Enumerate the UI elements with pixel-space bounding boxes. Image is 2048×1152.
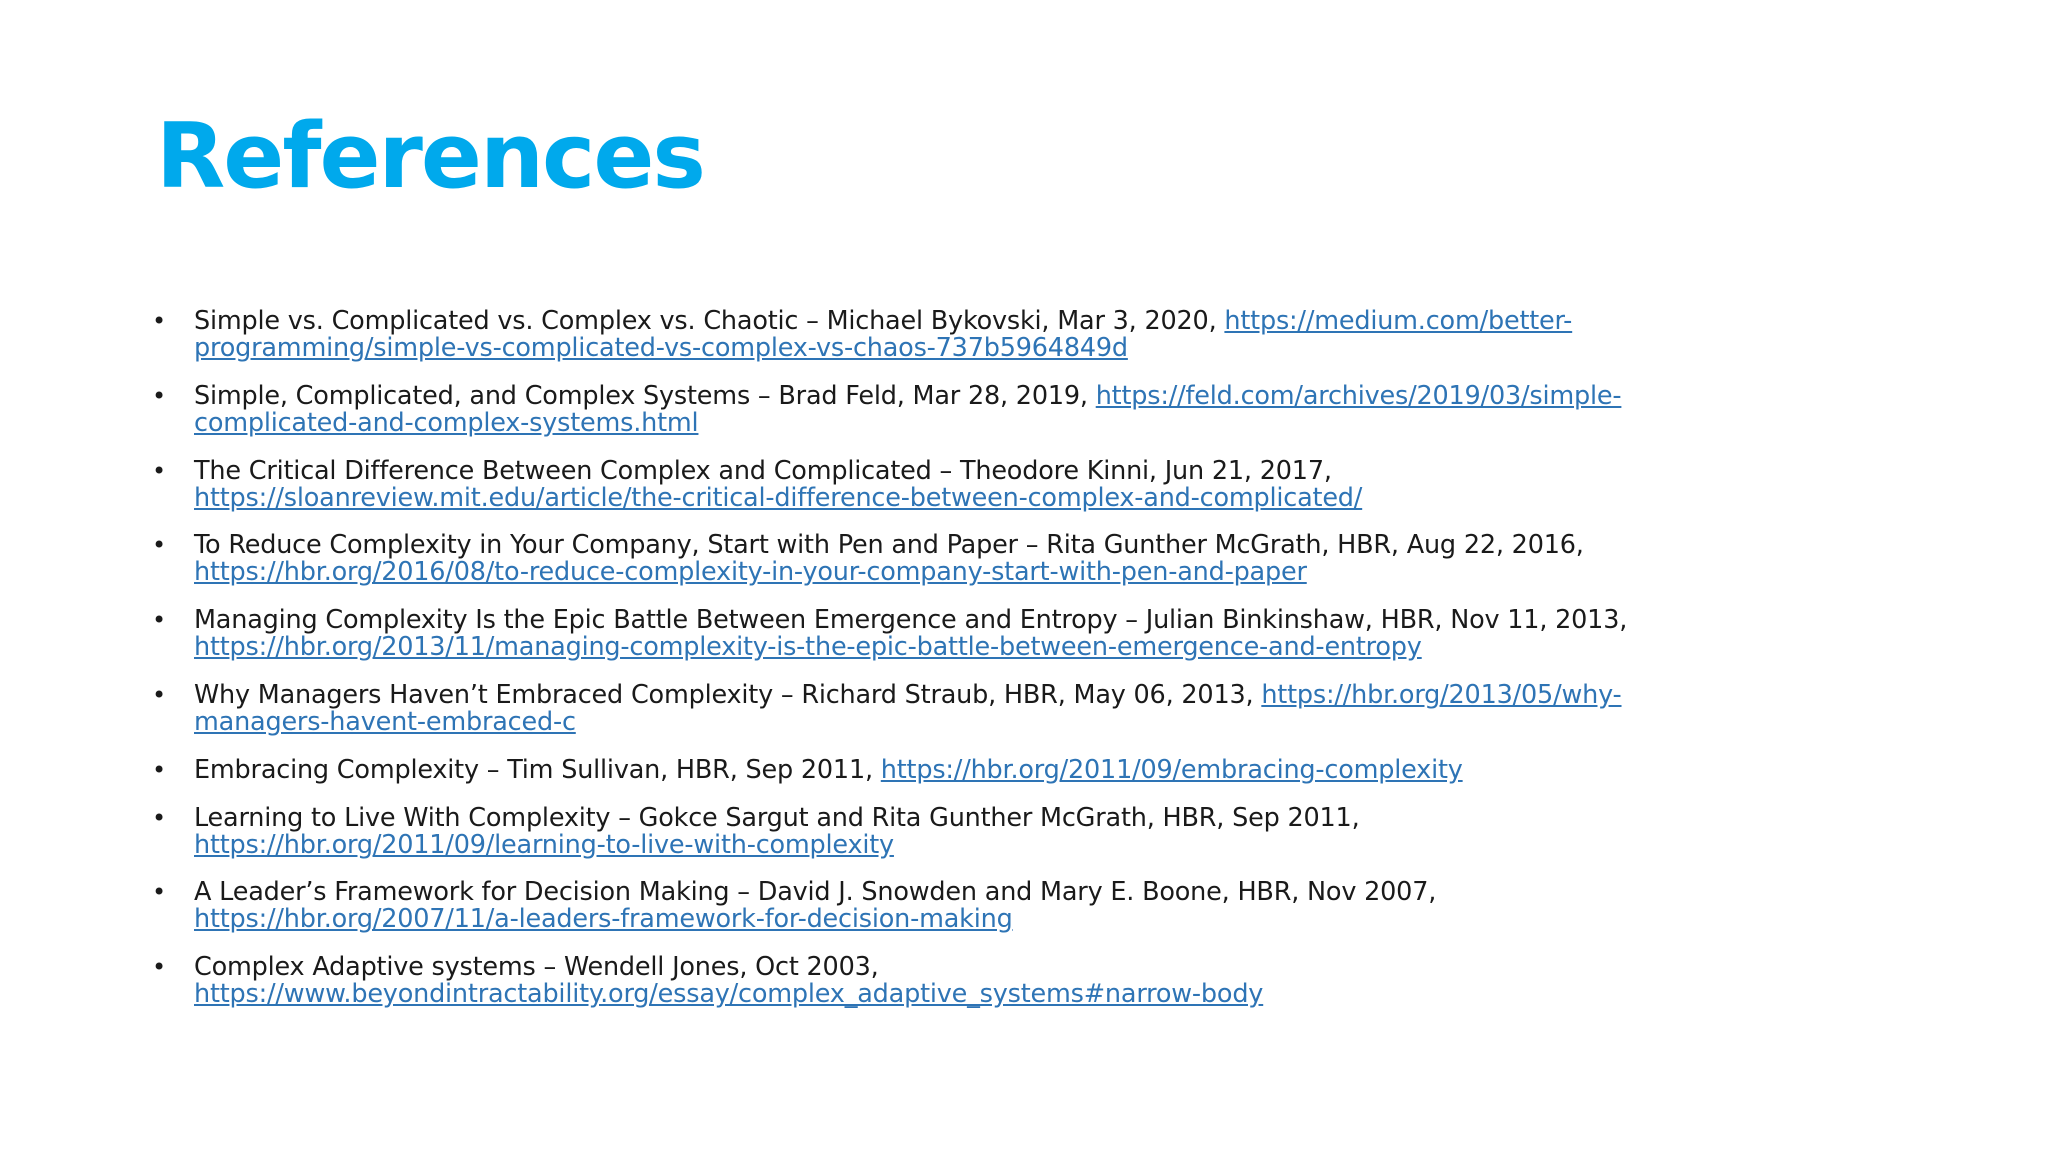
bullet-icon: • xyxy=(152,531,166,560)
reference-link[interactable]: https://hbr.org/2013/11/managing-complexity-is-the-epic-battle-between-emergence-and-entropy xyxy=(194,632,1422,663)
bullet-icon: • xyxy=(152,381,166,410)
list-item xyxy=(152,455,1772,513)
reference-link[interactable]: https://feld.com/archives/2019/03/simple- complicated-and-complex-systems.html xyxy=(194,380,1622,438)
reference-text: Complex Adaptive systems – Wendell Jones, Oct 2003, xyxy=(194,952,879,983)
reference-link[interactable]: https://hbr.org/2011/09/embracing-complexity xyxy=(880,754,1463,785)
reference-link[interactable]: https://www.beyondintractability.org/essay/complex_adaptive_systems#narrow-body xyxy=(194,979,1264,1010)
reference-text: Learning to Live With Complexity – Gokce Sargut and Rita Gunther McGrath, HBR, Sep 2011, xyxy=(194,802,1360,833)
bullet-icon: • xyxy=(152,680,166,709)
bullet-icon: • xyxy=(152,307,166,335)
list-item xyxy=(152,879,1772,933)
reference-text: To Reduce Complexity in Your Company, Start with Pen and Paper – Rita Gunther McGrath, HBR, Aug 22, 2016, xyxy=(194,530,1584,561)
reference-link[interactable]: https://hbr.org/2007/11/a-leaders-framework-for-decision-making xyxy=(194,904,1013,935)
bullet-icon: • xyxy=(152,755,166,784)
reference-text: Simple vs. Complicated vs. Complex vs. Chaotic – Michael Bykovski, Mar 3, 2020, xyxy=(194,306,1225,336)
bullet-icon: • xyxy=(152,953,166,982)
reference-link[interactable]: https://hbr.org/2011/09/learning-to-live-with-complexity xyxy=(194,829,894,860)
list-item xyxy=(152,607,1772,661)
reference-text: Simple, Complicated, and Complex Systems – Brad Feld, Mar 28, 2019, xyxy=(194,380,1096,411)
list-item xyxy=(152,679,1772,737)
reference-text: Embracing Complexity – Tim Sullivan, HBR, Sep 2011, xyxy=(194,754,881,785)
reference-text: A Leader’s Framework for Decision Making – David J. Snowden and Mary E. Boone, HBR, Nov 2007, xyxy=(194,877,1437,908)
list-item xyxy=(152,380,1772,438)
list-item xyxy=(152,954,1772,1008)
bullet-icon: • xyxy=(152,456,166,485)
bullet-icon: • xyxy=(152,878,166,907)
list-item xyxy=(152,532,1772,586)
reference-link[interactable]: https://medium.com/better- programming/simple-vs-complicated-vs-complex-vs-chaos-737b5964849d xyxy=(194,306,1573,363)
bullet-icon: • xyxy=(152,803,166,832)
reference-link[interactable]: https://hbr.org/2016/08/to-reduce-complexity-in-your-company-start-with-pen-and-paper xyxy=(194,557,1307,588)
page-title: References xyxy=(156,104,704,209)
reference-link[interactable]: https://sloanreview.mit.edu/article/the-critical-difference-between-complex-and-complicated/ xyxy=(194,482,1363,513)
reference-text: Why Managers Haven’t Embraced Complexity – Richard Straub, HBR, May 06, 2013, xyxy=(194,679,1262,710)
list-item xyxy=(152,308,1772,362)
reference-list xyxy=(152,308,1772,1029)
reference-text: The Critical Difference Between Complex and Complicated – Theodore Kinni, Jun 21, 2017, xyxy=(194,455,1332,486)
reference-text: Managing Complexity Is the Epic Battle Between Emergence and Entropy – Julian Binkinshaw, HBR, Nov 11, 2013, xyxy=(194,605,1628,636)
bullet-icon: • xyxy=(152,606,166,635)
list-item xyxy=(152,802,1772,860)
list-item xyxy=(152,754,1772,785)
reference-link[interactable]: https://hbr.org/2013/05/why- managers-havent-embraced-c xyxy=(194,679,1622,737)
